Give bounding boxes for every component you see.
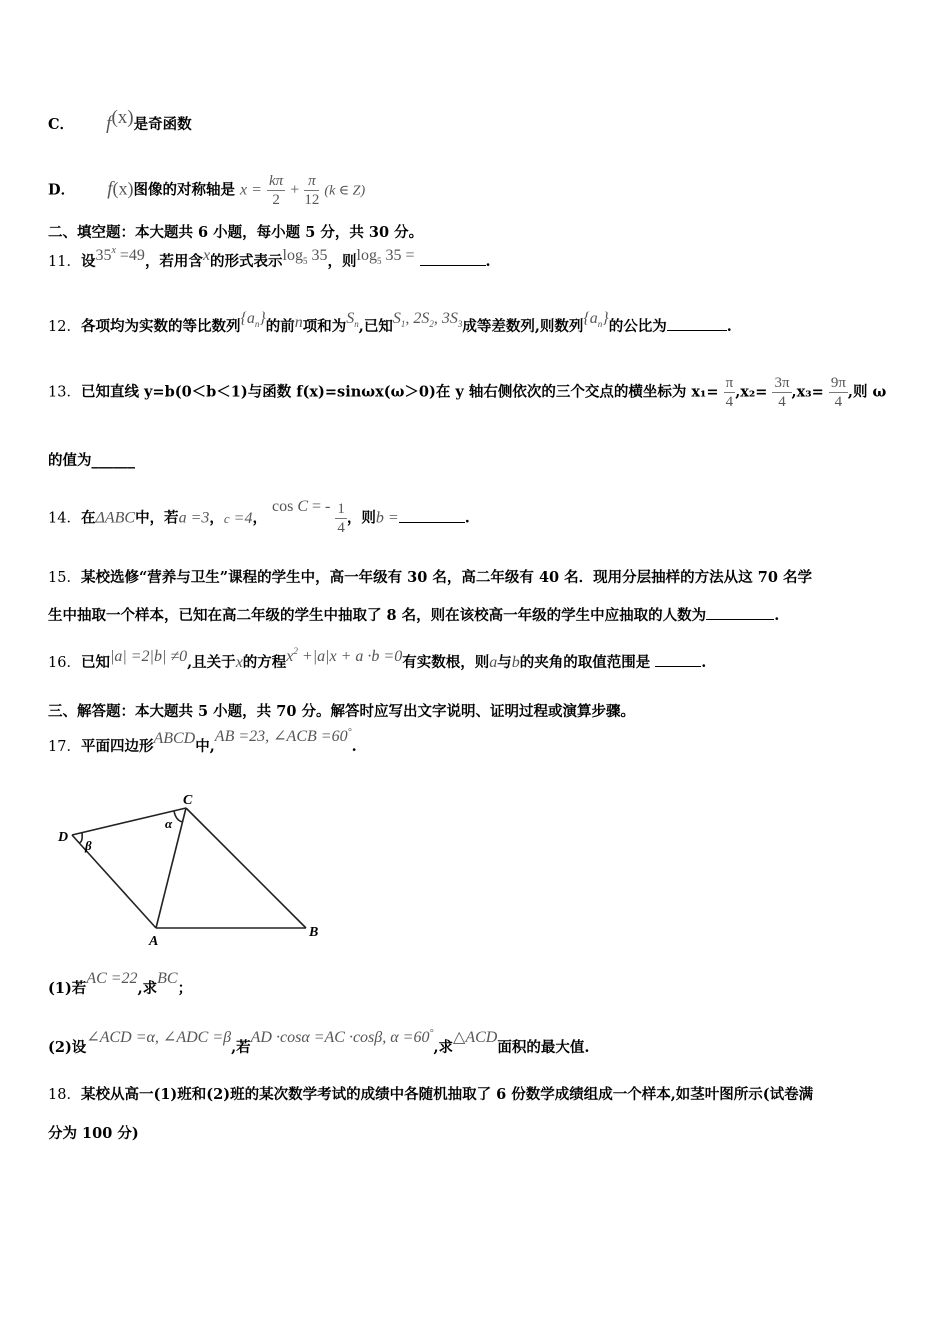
angle-arc-beta (79, 833, 82, 843)
question-18: 18．某校从高一(1)班和(2)班的某次数学考试的成绩中各随机抽取了 6 份数学成绩组成一个样本,如茎叶图所示(试卷满 (48, 1086, 814, 1103)
question-number: 17． (48, 739, 81, 755)
option-text: 是奇函数 (133, 116, 192, 133)
question-number: 11． (48, 254, 81, 270)
option-text: 图像的对称轴是 (133, 181, 235, 199)
question-13-line2: 的值为______ (48, 452, 135, 469)
label-beta: β (85, 838, 92, 853)
math-x: (x) (112, 178, 134, 199)
label-a: A (149, 934, 159, 949)
answer-blank[interactable] (399, 522, 465, 523)
question-17-part-1: (1)若AC =22,求BC； (48, 970, 193, 997)
question-number: 15． (48, 570, 81, 586)
option-d (48, 172, 365, 209)
question-17-part-2: (2)设∠ACD =α, ∠ADC =β,若AD ·cosα =AC ·cosβ, α =60°,求△ACD面积的最大值. (48, 1028, 590, 1056)
option-c (48, 107, 192, 135)
question-number: 13． (48, 384, 81, 401)
quadrilateral-figure (50, 790, 330, 950)
segment-cb (186, 808, 306, 928)
option-letter: D． (48, 181, 76, 199)
label-c: C (183, 793, 193, 808)
section-heading: 二、填空题：本大题共 6 小题，每小题 5 分，共 30 分。 (48, 224, 424, 241)
math-f: f (106, 113, 112, 134)
question-18-line2: 分为 100 分) (48, 1125, 139, 1142)
label-d: D (58, 830, 69, 845)
option-letter: C． (48, 116, 75, 133)
question-11: 11．设$35^x =49$，若用含x的形式表示$\log_5 35$，则$\log_5 35$ = . (48, 245, 491, 270)
question-12: 12．各项均为实数的等比数列$\{a_n\}$的前n项和为$S_n$,已知$S_1$, $2S_2$, $3S_3$成等差数列,则数列$\{a_n\}$的公比为 . (48, 310, 732, 335)
math-condition: (k ∈ Z) (324, 183, 366, 199)
question-13: 13．已知直线 y=b(0＜b＜1)与函数 f(x)=sinωx(ω＞0)在 y 轴右侧依次的三个交点的横坐标为 x₁= $\frac{\pi}{4}$ ,x₂= $\frac{3\pi}{4}$ ,x₃= $\frac{9\pi}{4}$ ,则 ω (48, 375, 887, 410)
question-15-line2: 生中抽取一个样本，已知在高二年级的学生中抽取了 8 名，则在该校高一年级的学生中应抽取的人数为 . (48, 607, 780, 624)
question-number: 16． (48, 655, 81, 671)
answer-blank[interactable] (420, 265, 486, 266)
fraction: $\frac{\pi}{4}$ (725, 375, 734, 410)
section-heading: 三、解答题：本大题共 5 小题，共 70 分。解答时应写出文字说明、证明过程或演算步骤。 (48, 703, 635, 720)
math-axis: x = (240, 181, 262, 199)
math-x: (x) (111, 107, 134, 128)
question-number: 14． (48, 510, 81, 527)
fraction: $\frac{3\pi}{4}$ (774, 375, 790, 410)
answer-blank[interactable] (706, 619, 774, 620)
label-b: B (309, 925, 319, 940)
question-16: 16．已知|a| =2|b| ≠0,且关于x的方程$x^2 +|a|x + a \cdot b =0$有实数根，则a与b的夹角的取值范围是 . (48, 646, 707, 671)
label-alpha: α (165, 816, 173, 831)
fraction: $\frac{9\pi}{4}$ (830, 375, 846, 410)
question-number: 18． (48, 1087, 81, 1103)
answer-blank[interactable] (655, 666, 701, 667)
figure-lines (72, 808, 306, 928)
question-number: 12． (48, 319, 81, 335)
question-14: 14．在ΔABC中，若a =3，c =4， cos C = - $\frac{1}{4}$ ，则b = . (48, 497, 470, 536)
answer-blank[interactable] (667, 330, 727, 331)
plus-sign: + (290, 181, 300, 199)
question-15: 15．某校选修“营养与卫生”课程的学生中，高一年级有 30 名，高二年级有 40 名．现用分层抽样的方法从这 70 名学 (48, 569, 812, 586)
question-17: 17．平面四边形ABCD中,AB =23, ∠ACB =60°. (48, 727, 357, 755)
angle-arc-alpha (174, 811, 183, 822)
math-f: f (107, 178, 113, 200)
fraction: $\frac{1}{4}$ (337, 501, 345, 536)
fraction: $\frac{\pi}{12}$ (304, 173, 320, 208)
fraction: $\frac{k\pi}{2}$ (269, 173, 284, 208)
